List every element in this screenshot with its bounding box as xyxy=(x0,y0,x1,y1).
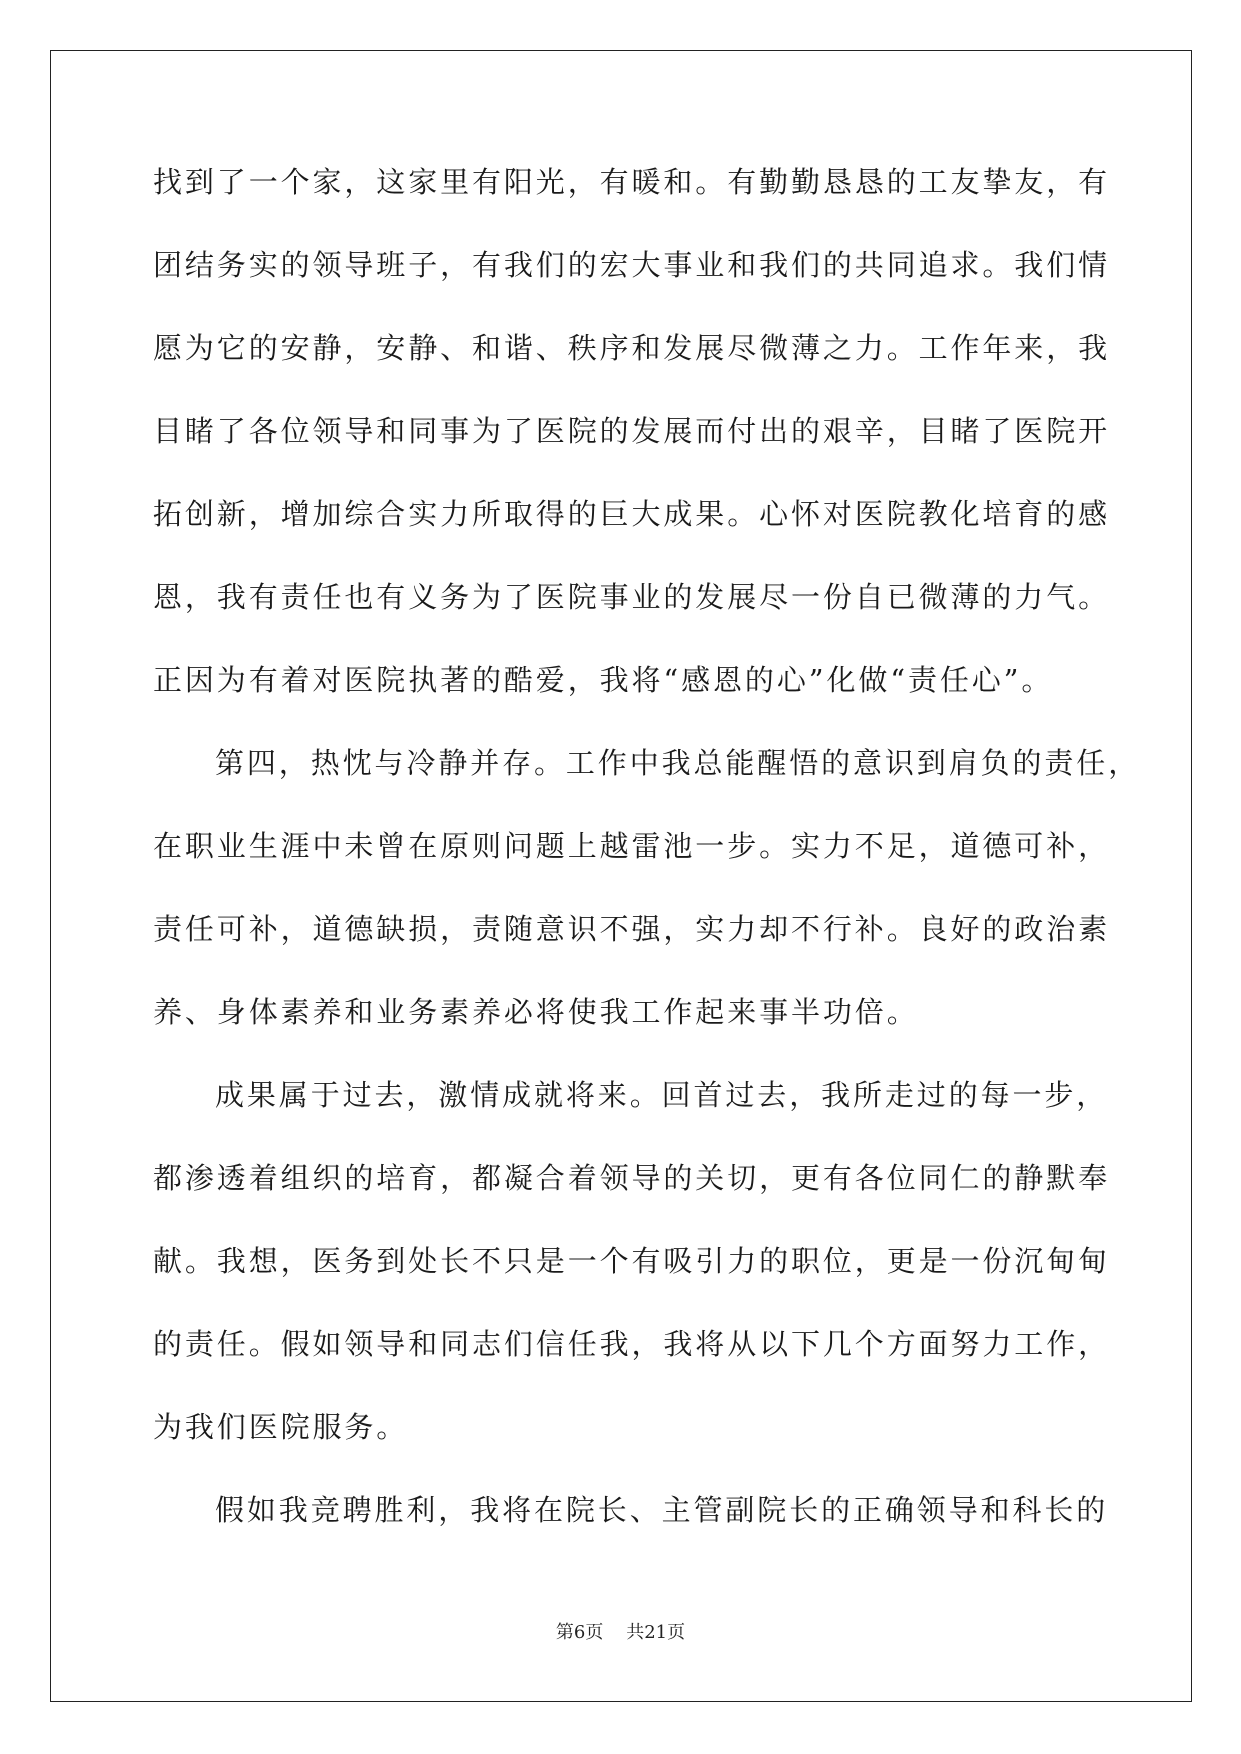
text-line: 找到了一个家，这家里有阳光，有暖和。有勤勤恳恳的工友挚友，有 xyxy=(153,165,1111,199)
text-line: 都渗透着组织的培育，都凝合着领导的关切，更有各位同仁的静默奉 xyxy=(153,1161,1111,1195)
page-total: 共21页 xyxy=(626,1622,686,1643)
text-line: 献。我想，医务到处长不只是一个有吸引力的职位，更是一份沉甸甸 xyxy=(153,1244,1111,1278)
text-line: 团结务实的领导班子，有我们的宏大事业和我们的共同追求。我们情 xyxy=(153,248,1111,282)
paragraph-start-line: 第四，热忱与冷静并存。工作中我总能醒悟的意识到肩负的责任， xyxy=(215,746,1141,780)
text-line: 愿为它的安静，安静、和谐、秩序和发展尽微薄之力。工作年来，我 xyxy=(153,331,1111,365)
text-line: 的责任。假如领导和同志们信任我，我将从以下几个方面努力工作， xyxy=(153,1327,1111,1361)
text-line: 拓创新，增加综合实力所取得的巨大成果。心怀对医院教化培育的感 xyxy=(153,497,1111,531)
text-line: 目睹了各位领导和同事为了医院的发展而付出的艰辛，目睹了医院开 xyxy=(153,414,1111,448)
text-line: 为我们医院服务。 xyxy=(153,1410,409,1444)
paragraph-start-line: 成果属于过去，激情成就将来。回首过去，我所走过的每一步， xyxy=(215,1078,1109,1112)
text-line: 养、身体素养和业务素养必将使我工作起来事半功倍。 xyxy=(153,995,919,1029)
page-number: 第6页 xyxy=(555,1622,604,1643)
text-line: 责任可补，道德缺损，责随意识不强，实力却不行补。良好的政治素 xyxy=(153,912,1111,946)
text-line: 恩，我有责任也有义务为了医院事业的发展尽一份自已微薄的力气。 xyxy=(153,580,1111,614)
page-footer xyxy=(0,1622,1241,1644)
document-body xyxy=(153,165,1141,1577)
paragraph-start-line: 假如我竞聘胜利，我将在院长、主管副院长的正确领导和科长的 xyxy=(215,1493,1109,1527)
text-line: 正因为有着对医院执著的酷爱，我将“感恩的心”化做“责任心”。 xyxy=(153,663,1054,697)
text-line: 在职业生涯中未曾在原则问题上越雷池一步。实力不足，道德可补， xyxy=(153,829,1111,863)
